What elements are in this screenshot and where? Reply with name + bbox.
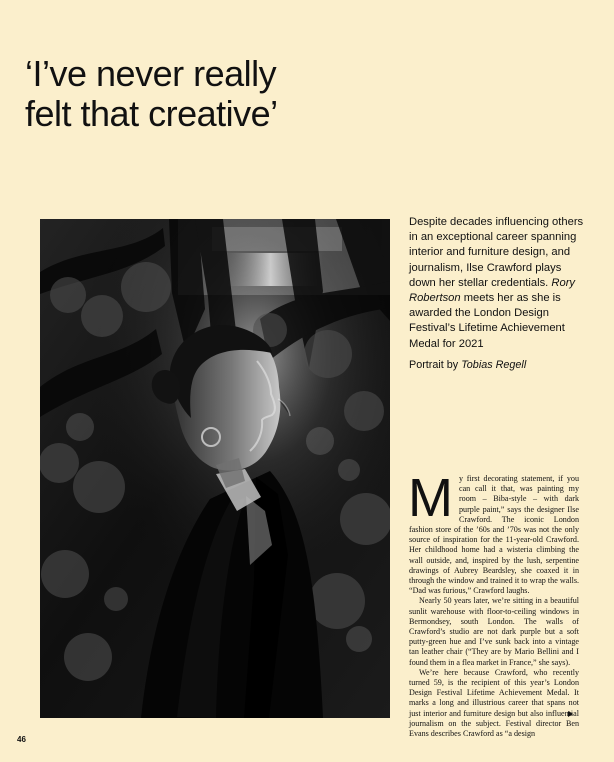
portrait-photo bbox=[40, 219, 390, 718]
portrait-photographer: Tobias Regell bbox=[461, 359, 527, 371]
article-paragraph-3: We’re here because Crawford, who recently turned 59, is the recipient of this year’s London Design Festival Lifetime Achievement Medal. It marks a long and illustrious career that spans not just interior and furniture design but also influential journalism on the subject. Festival director Ben Evans describes Crawford as “a design bbox=[409, 667, 579, 739]
article-body bbox=[408, 468, 579, 739]
intro-text-after-author: meets her as she is awarded the London Design Festival’s Lifetime Achievement Medal for 2021 bbox=[409, 292, 565, 350]
drop-cap: M bbox=[408, 468, 453, 528]
title-line-1: ‘I’ve never really bbox=[25, 53, 277, 95]
portrait-credit-prefix: Portrait by bbox=[409, 359, 462, 371]
article-intro bbox=[409, 215, 589, 352]
portrait-image bbox=[40, 219, 390, 718]
page-title bbox=[25, 54, 365, 134]
intro-paragraph bbox=[409, 215, 589, 352]
continue-arrow-icon bbox=[568, 711, 573, 717]
article-paragraph-1 bbox=[408, 468, 579, 596]
title-line-2: felt that creative’ bbox=[25, 93, 278, 135]
article-paragraph-1-text: y first decorating statement, if you can call it that, was painting my room – Biba-style – with dark purple paint,” says the designer Ilse Crawford. The iconic London fashion store of the ’60s and ’70s was not the only source of inspiration for the 11-year-old Crawford. Her childhood home had a wisteria climbing the wall outside, and, inspired by the lush, serpentine drawings of Aubrey Beardsley, she coaxed it in through the window and trained it to wrap the walls. “Dad was furious,” Crawford laughs. bbox=[409, 474, 579, 596]
intro-text-before-author: Despite decades influencing others in an exceptional career spanning interior and furniture design, and journalism, Ilse Crawford plays down her stellar credentials. bbox=[409, 216, 584, 289]
article-paragraph-2: Nearly 50 years later, we’re sitting in a beautiful sunlit warehouse with floor-to-ceiling windows in Bermondsey, south London. The walls of Crawford’s studio are not dark purple but a soft putty-green hue and I’ve sunk back into a vintage tan leather chair (“They are by Mario Bellini and I found them in a flea market in France,” she says). bbox=[409, 596, 579, 667]
intro-author: Rory Robertson bbox=[409, 276, 576, 305]
page-number: 46 bbox=[17, 735, 26, 744]
portrait-credit bbox=[409, 358, 589, 372]
